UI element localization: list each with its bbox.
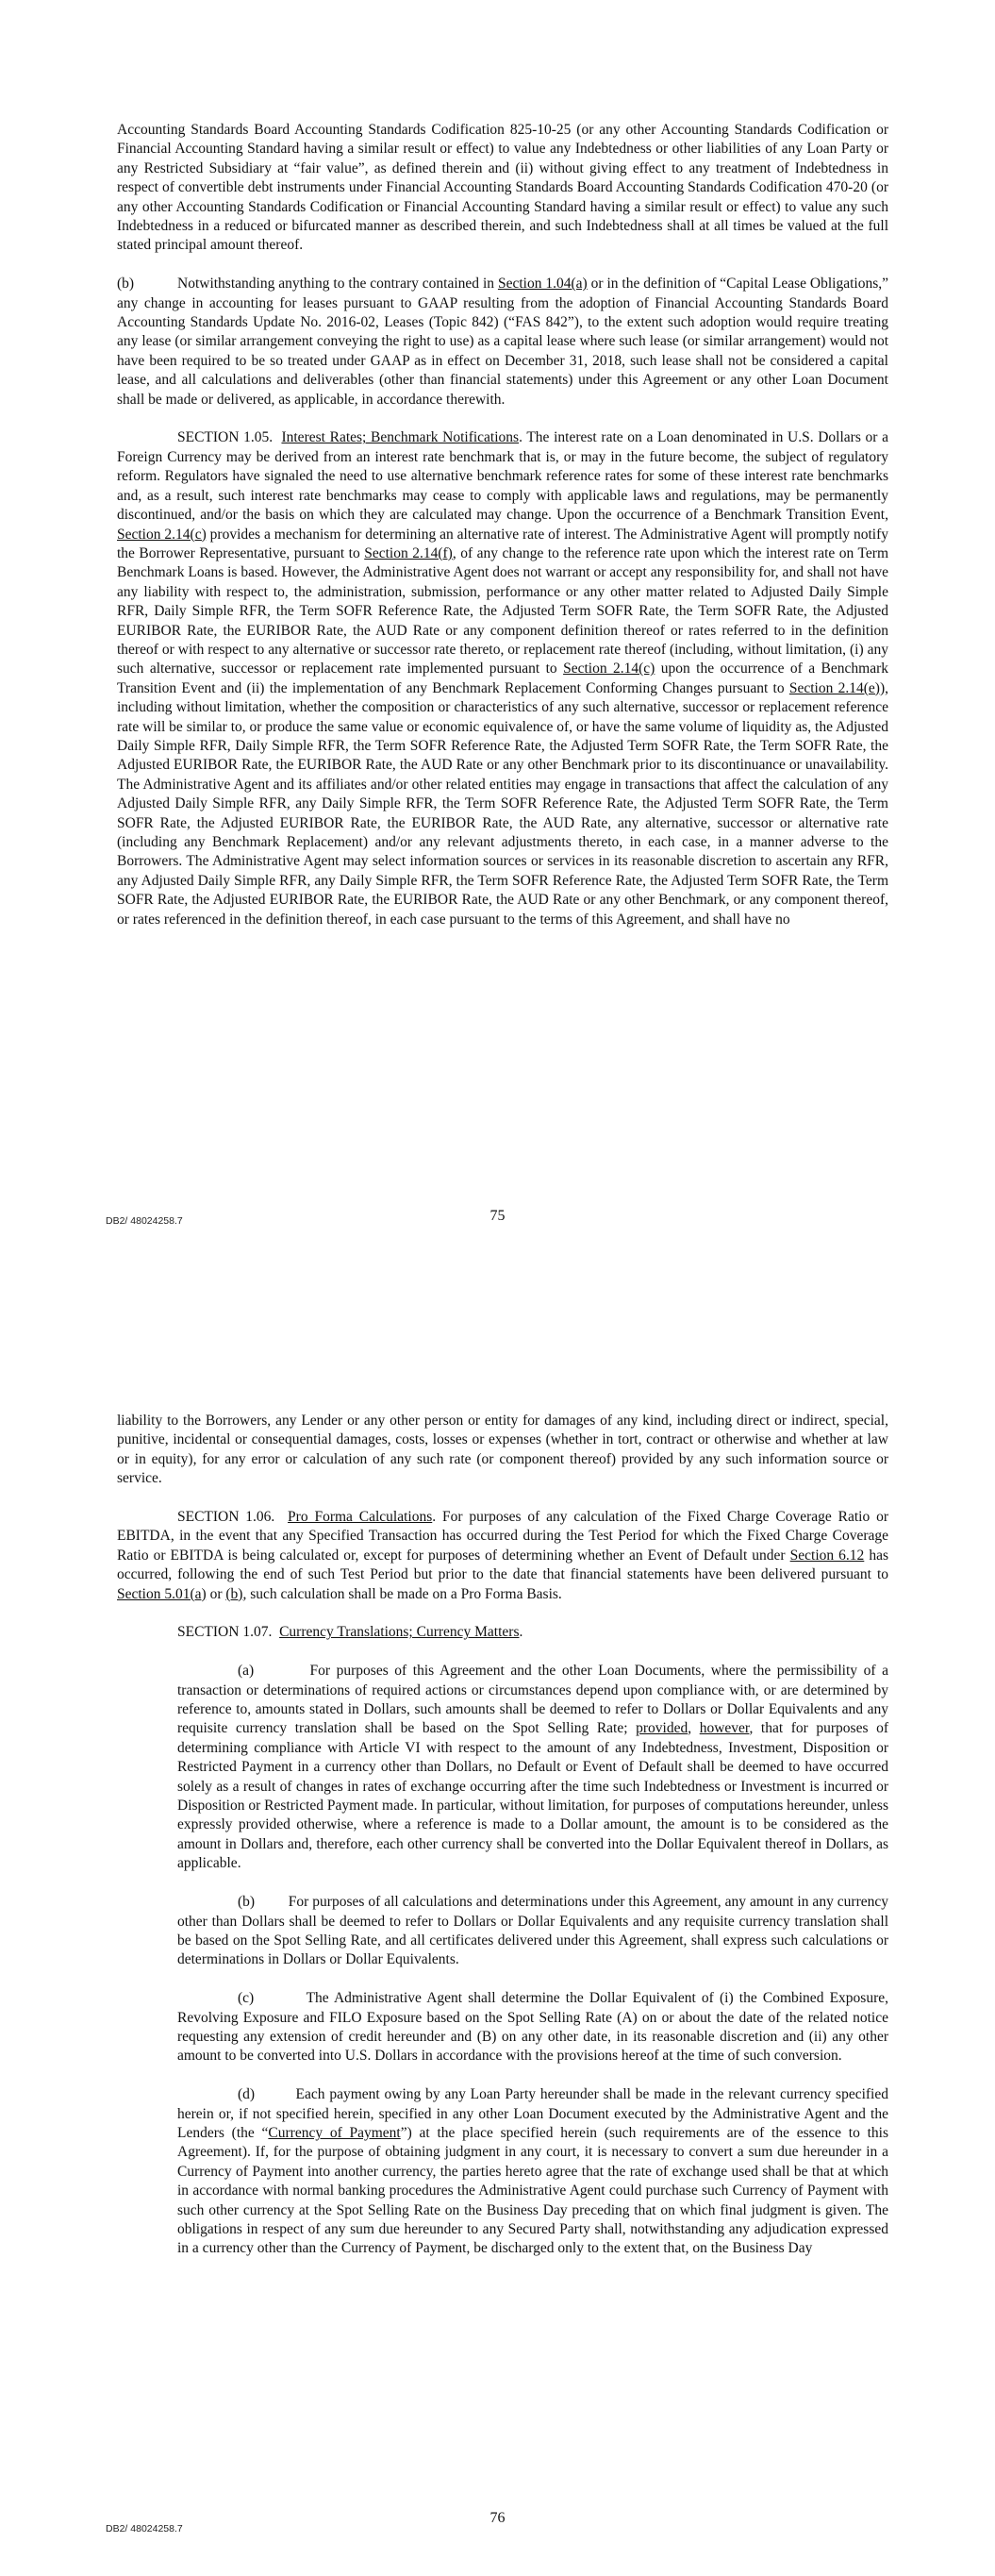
paragraph-1-07-d: (d) Each payment owing by any Loan Party hereunder shall be made in the relevant currency specified herein or, if not specified herein, specified in any other Loan Document executed by the Administrative Agent and the Lenders (the “Currency of Payment”) at the place specified herein (such requirements are of the essence to this Agreement). If, for the purpose of obtaining judgment in any court, it is necessary to convert a sum due hereunder in a Currency of Payment into another currency, the parties hereto agree that the rate of exchange used shall be that at which in accordance with normal banking procedures the Administrative Agent could purchase such Currency of Payment with such other currency at the Spot Selling Rate on the Business Day preceding that on which final judgment is given. The obligations in respect of any sum due hereunder to any Secured Party shall, notwithstanding any adjudication expressed in a currency other than the Currency of Payment, be discharged only to the extent that, on the Business Day [177,2086,889,2257]
section-number: SECTION 1.06. [177,1509,275,1526]
defined-term: Currency of Payment [268,2124,401,2141]
section-ref-link[interactable]: Section 2.14(c) [117,526,207,543]
section-ref-link[interactable]: Section 1.04(a) [497,276,588,293]
item-label: (d) [238,2086,256,2103]
page-number: 76 [489,2510,506,2526]
section-ref-link[interactable]: Section 2.14(c) [563,661,655,677]
section-ref-link[interactable]: Section 2.14(e) [788,679,880,696]
section-1-05: SECTION 1.05. Interest Rates; Benchmark Notifications. The interest rate on a Loan denominated in U.S. Dollars or a Foreign Currency may be derived from an interest rate benchmark that is, or may in the future become, the subject of regulatory reform. Regulators have signaled the need to use alternative benchmark reference rates for some of these interest rate benchmarks and, as a result, such interest rate benchmarks may cease to comply with applicable laws and regulations, may be permanently discontinued, and/or the basis on which they are calculated may change. Upon the occurrence of a Benchmark Transition Event, Section 2.14(c) provides a mechanism for determining an alternative rate of interest. The Administrative Agent will promptly notify the Borrower Representative, pursuant to Section 2.14(f), of any change to the reference rate upon which the interest rate on Term Benchmark Loans is based. However, the Administrative Agent does not warrant or accept any responsibility for, and shall not have any liability with respect to, the administration, submission, performance or any other matter related to Adjusted Daily Simple RFR, Daily Simple RFR, the Term SOFR Reference Rate, the Adjusted Term SOFR Rate, the Term SOFR Rate, the Adjusted EURIBOR Rate, the EURIBOR Rate, the AUD Rate or any component definition thereof or rates referred to in the definition thereof or with respect to any alternative or successor rate thereto, or replacement rate thereof (including, without limitation, (i) any such alternative, successor or replacement rate implemented pursuant to Section 2.14(c) upon the occurrence of a Benchmark Transition Event and (ii) the implementation of any Benchmark Replacement Conforming Changes pursuant to Section 2.14(e)), including without limitation, whether the composition or characteristics of any such alternative, successor or replacement reference rate will be similar to, or produce the same value or economic equivalence of, or have the same volume of liquidity as, the Adjusted Daily Simple RFR, Daily Simple RFR, the Term SOFR Reference Rate, the Adjusted Term SOFR Rate, the Term SOFR Rate, the Adjusted EURIBOR Rate, the EURIBOR Rate, the AUD Rate or any other Benchmark prior to its discontinuance or unavailability. The Administrative Agent and its affiliates and/or other related entities may engage in transactions that affect the calculation of any Adjusted Daily Simple RFR, any Daily Simple RFR, the Term SOFR Reference Rate, the Adjusted Term SOFR Rate, the Term SOFR Rate, the Adjusted EURIBOR Rate, the EURIBOR Rate, the AUD Rate, any alternative, successor or alternative rate (including any Benchmark Replacement) and/or any relevant adjustments thereto, in each case, in a manner adverse to the Borrowers. The Administrative Agent may select information sources or services in its reasonable discretion to ascertain any RFR, any Adjusted Daily Simple RFR, any Daily Simple RFR, the Term SOFR Reference Rate, the Adjusted Term SOFR Rate, the Term SOFR Rate, the Adjusted EURIBOR Rate, the EURIBOR Rate, the AUD Rate or any other Benchmark, or any component thereof, or rates referenced in the definition thereof, in each case pursuant to the terms of this Agreement, and shall have no [117,429,889,928]
document-page-75 [0,0,995,1246]
document-id: DB2/ 48024258.7 [106,2523,183,2534]
page-number: 75 [489,1208,506,1224]
document-page-76 [0,1246,995,2576]
section-1-06: SECTION 1.06. Pro Forma Calculations. For purposes of any calculation of the Fixed Charge Coverage Ratio or EBITDA, in the event that any Specified Transaction has occurred during the Test Period for which the Fixed Charge Coverage Ratio or EBITDA is being calculated or, except for purposes of determining whether an Event of Default under Section 6.12 has occurred, following the end of such Test Period but prior to the date that financial statements have been delivered pursuant to Section 5.01(a) or (b), such calculation shall be made on a Pro Forma Basis. [117,1509,888,1602]
defined-term: provided [636,1720,688,1737]
item-label: (b) [238,1894,256,1911]
section-number: SECTION 1.05. [177,429,274,446]
section-1-07-heading: SECTION 1.07. Currency Translations; Currency Matters. [177,1624,523,1641]
item-label: (a) [238,1663,255,1680]
paragraph-1-07-a: (a) For purposes of this Agreement and the other Loan Documents, where the permissibility of a transaction or determinations of required actions or circumstances depend upon compliance with, or are determined by reference to, amounts stated in Dollars, such amounts shall be deemed to refer to Dollars or Dollar Equivalents and any requisite currency translation shall be based on the Spot Selling Rate; provided, however, that for purposes of determining compliance with Article VI with respect to the amount of any Indebtedness, Investment, Disposition or Restricted Payment in a currency other than Dollars, no Default or Event of Default shall be deemed to have occurred solely as a result of changes in rates of exchange occurring after the time such Indebtedness or Investment is incurred or Disposition or Restricted Payment made. In particular, without limitation, for purposes of computations hereunder, unless expressly provided otherwise, where a reference is made to a Dollar amount, the amount is to be considered as the amount in Dollars and, therefore, each other currency shall be converted into the Dollar Equivalent thereof in Dollars, as applicable. [177,1663,888,1872]
section-ref-link[interactable]: Section 2.14(f) [364,544,453,561]
item-label: (c) [238,1990,255,2007]
defined-term: however [699,1720,750,1737]
page-body [117,121,888,948]
paragraph-1-07-c: (c) The Administrative Agent shall determine the Dollar Equivalent of (i) the Combined Exposure, Revolving Exposure and FILO Exposure based on the Spot Selling Rate (A) on or about the date of the related notice requesting any extension of credit hereunder and (B) on any other date, in its reasonable discretion and (ii) any other amount to be converted into U.S. Dollars in accordance with the provisions hereof at the time of such conversion. [177,1990,889,2065]
document-id: DB2/ 48024258.7 [106,1215,183,1227]
paragraph-continuation: Accounting Standards Board Accounting Standards Codification 825-10-25 (or any other Accounting Standards Codification or Financial Accounting Standard having a similar result or effect) to value any Indebtedness or other liabilities of any Loan Party or any Restricted Subsidiary at “fair value”, as defined therein and (ii) without giving effect to any treatment of Indebtedness in respect of convertible debt instruments under Financial Accounting Standards Board Accounting Standards Codification 470-20 (or any other Accounting Standards Codification or Financial Accounting Standard having a similar result or effect) to value any such Indebtedness in a reduced or bifurcated manner as described therein, and such Indebtedness shall at all times be valued at the full stated principal amount thereof. [117,122,888,254]
paragraph-continuation: liability to the Borrowers, any Lender or any other person or entity for damages of any kind, including direct or indirect, special, punitive, incidental or consequential damages, costs, losses or expenses (whether in tort, contract or otherwise and whether at law or in equity), for any error or calculation of any such rate (or component thereof) provided by any such information source or service. [117,1413,888,1487]
section-ref-link[interactable]: Section 6.12 [789,1547,865,1564]
paragraph-1-07-b: (b) For purposes of all calculations and determinations under this Agreement, any amount in any currency other than Dollars shall be deemed to refer to Dollars or Dollar Equivalents and any requisite currency translation shall be based on the Spot Selling Rate, and all certificates delivered under this Agreement, shall express such calculations or determinations in Dollars or Dollar Equivalents. [177,1894,888,1968]
section-title: Pro Forma Calculations [288,1509,433,1526]
section-title: Currency Translations; Currency Matters [279,1624,520,1641]
item-label: (b) [117,276,135,293]
section-ref-link[interactable]: Section 5.01(a) [117,1585,207,1602]
section-title: Interest Rates; Benchmark Notifications [281,429,520,446]
section-ref-link[interactable]: (b) [225,1585,243,1602]
section-number: SECTION 1.07. [177,1624,273,1641]
page-body [117,1412,888,2278]
paragraph-1-04-b: (b) Notwithstanding anything to the contrary contained in Section 1.04(a) or in the definition of “Capital Lease Obligations,” any change in accounting for leases pursuant to GAAP resulting from the adoption of Financial Accounting Standards Board Accounting Standards Update No. 2016-02, Leases (Topic 842) (“FAS 842”), to the extent such adoption would require treating any lease (or similar arrangement conveying the right to use) as a capital lease where such lease (or similar arrangement) would not have been required to be so treated under GAAP as in effect on December 31, 2018, such lease shall not be considered a capital lease, and all calculations and deliverables (other than financial statements) under this Agreement or any other Loan Document shall be made or delivered, as applicable, in accordance therewith. [117,276,889,408]
